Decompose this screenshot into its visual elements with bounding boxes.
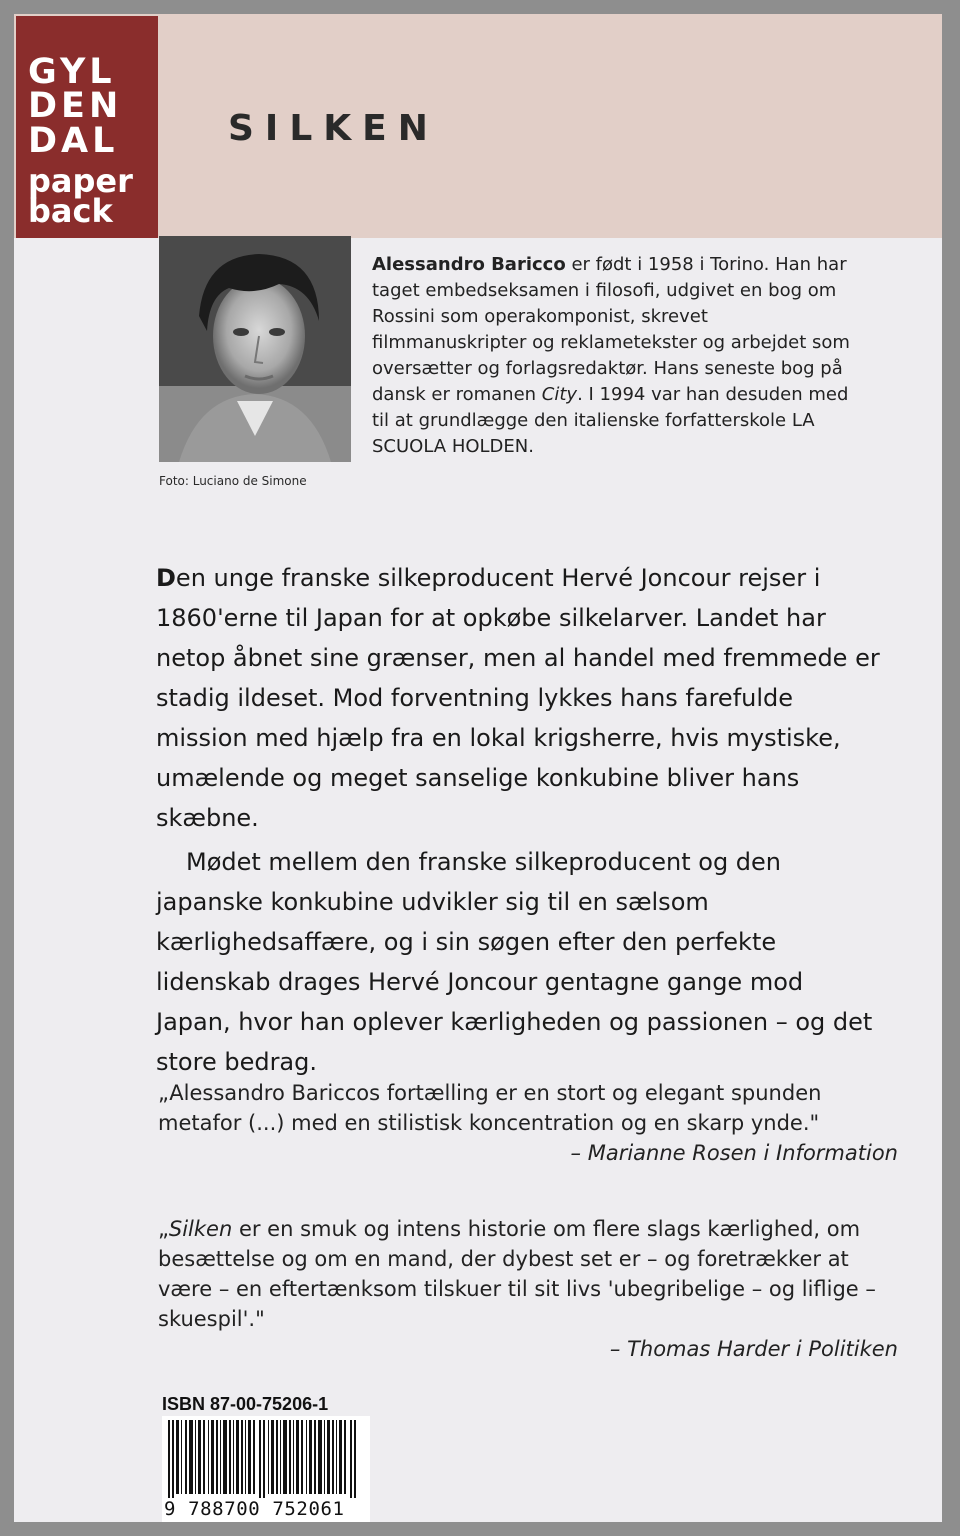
author-photo xyxy=(159,236,351,462)
quote-source: – Thomas Harder i Politiken xyxy=(609,1337,898,1361)
review-quote xyxy=(158,1078,898,1168)
quote-book-title: Silken xyxy=(168,1217,233,1241)
logo-line: back xyxy=(28,192,113,230)
synopsis-paragraph: Mødet mellem den franske silkeproducent og den japanske konkubine udvikler sig til en sælsom kærlighedsaffære, og i sin søgen efter den perfekte lidenskab drages Hervé Joncour gentagne gange mod Japan, hvor han oplever kærligheden og passionen – og det store bedrag. xyxy=(156,848,873,1076)
publisher-logo xyxy=(16,16,158,238)
isbn-label: ISBN 87-00-75206-1 xyxy=(162,1394,329,1414)
author-name: Alessandro Baricco xyxy=(372,254,566,275)
synopsis-paragraph xyxy=(156,558,884,838)
quote-text: „Alessandro Bariccos fortælling er en stort og elegant spunden metafor (...) med en stilistisk koncentration og en skarp ynde." xyxy=(158,1081,822,1135)
author-bio xyxy=(372,252,866,460)
synopsis-text: en unge franske silkeproducent Hervé Joncour rejser i 1860'erne til Japan for at opkøbe silkelarver. Landet har netop åbnet sine grænser, men al handel med fremmede er stadig ildeset. Mod forventning lykkes hans farefulde mission med hjælp fra en lokal krigsherre, hvis mystiske, umælende og meget sanselige konkubine bliver hans skæbne. xyxy=(156,564,880,832)
quote-open: „ xyxy=(158,1217,169,1241)
drop-letter: D xyxy=(156,564,176,592)
barcode-number: 9 788700 752061 xyxy=(164,1498,368,1520)
bio-text: . I 1994 var han desuden med til at grundlægge den italienske forfatterskole LA SCUOLA HOLDEN. xyxy=(372,384,849,457)
synopsis xyxy=(156,558,884,1082)
bio-text: er født i 1958 i Torino. Han har taget embedseksamen i filosofi, udgivet en bog om Rossini som operakomponist, skrevet filmmanuskripter og reklametekster og arbejdet som oversætter og forlagsredaktør. Hans seneste bog på dansk er romanen xyxy=(372,254,850,405)
logo-line: DAL xyxy=(28,121,119,161)
logo-line: DEN xyxy=(28,86,123,126)
book-back-cover xyxy=(14,14,942,1522)
logo-line: GYL xyxy=(28,52,116,92)
quote-source: – Marianne Rosen i Information xyxy=(570,1141,898,1165)
quote-text: er en smuk og intens historie om flere slags kærlighed, om besættelse og om en mand, der dybest set er – og foretrækker at være – en eftertænksom tilskuer til sit livs 'ubegribelige – og liflige – skuespil'." xyxy=(158,1217,876,1331)
bio-book-title: City xyxy=(541,384,578,405)
photo-credit: Foto: Luciano de Simone xyxy=(159,474,307,488)
logo-line: paper xyxy=(28,162,133,200)
book-title: SILKEN xyxy=(228,108,439,149)
review-quote xyxy=(158,1214,898,1364)
